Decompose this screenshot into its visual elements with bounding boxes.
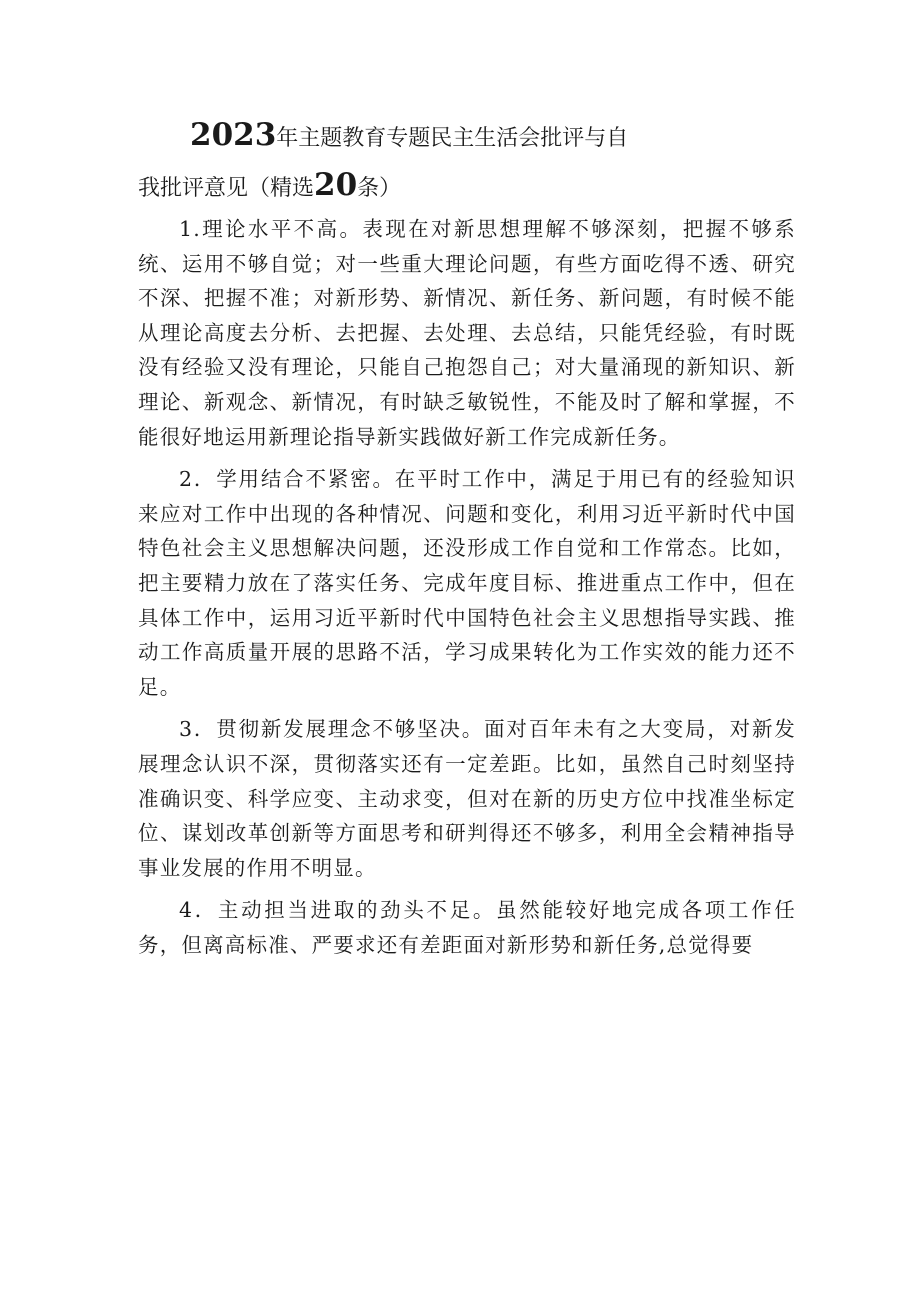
title-line-2-suffix: 条） — [357, 176, 402, 201]
document-body — [138, 212, 796, 970]
document-title — [138, 112, 798, 212]
title-line-2 — [138, 162, 798, 212]
paragraph-1: 1.理论水平不高。表现在对新思想理解不够深刻，把握不够系统、运用不够自觉；对一些重大理论问题，有些方面吃得不透、研究不深、把握不准；对新形势、新情况、新任务、新问题，有时候不能从理论高度去分析、去把握、去处理、去总结，只能凭经验，有时既没有经验又没有理论，只能自己抱怨自己；对大量涌现的新知识、新理论、新观念、新情况，有时缺乏敏锐性，不能及时了解和掌握，不能很好地运用新理论指导新实践做好新工作完成新任务。 — [138, 217, 796, 449]
title-line-2-prefix: 我批评意见（精选 — [138, 176, 315, 201]
title-line-1-text: 年主题教育专题民主生活会批评与自 — [276, 126, 629, 151]
paragraph-3: 3．贯彻新发展理念不够坚决。面对百年未有之大变局，对新发展理念认识不深，贯彻落实还有一定差距。比如，虽然自己时刻坚持准确识变、科学应变、主动求变，但对在新的历史方位中找准坐标定位、谋划改革创新等方面思考和研判得还不够多，利用全会精神指导事业发展的作用不明显。 — [138, 717, 796, 880]
title-line-1 — [138, 112, 798, 162]
title-count: 20 — [314, 167, 358, 203]
title-year: 2023 — [190, 117, 277, 153]
paragraph-2: 2．学用结合不紧密。在平时工作中，满足于用已有的经验知识来应对工作中出现的各种情况、问题和变化，利用习近平新时代中国特色社会主义思想解决问题，还没形成工作自觉和工作常态。比如，把主要精力放在了落实任务、完成年度目标、推进重点工作中，但在具体工作中，运用习近平新时代中国特色社会主义思想指导实践、推动工作高质量开展的思路不活，学习成果转化为工作实效的能力还不足。 — [138, 467, 796, 699]
paragraph-4: 4．主动担当进取的劲头不足。虽然能较好地完成各项工作任务，但离高标准、严要求还有差距面对新形势和新任务,总觉得要 — [138, 898, 796, 957]
